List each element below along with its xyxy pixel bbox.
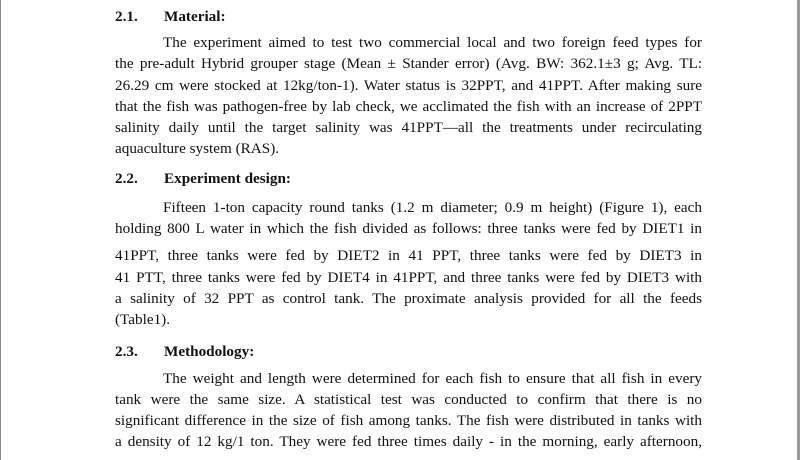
section-number: 2.1. [115, 8, 138, 25]
text-line: a density of 12 kg/1 ton. They were fed three times daily - in the morning, early afternoon, [115, 433, 702, 451]
section-heading-methodology [115, 341, 702, 362]
section-heading-material [115, 6, 702, 27]
document-page [115, 6, 702, 453]
section-number: 2.2. [115, 169, 138, 187]
section-number: 2.3. [115, 342, 138, 360]
section-heading-experiment-design [115, 168, 702, 189]
text-line: 41PPT, three tanks were fed by DIET2 in 41 PPT, three tanks were fed by DIET3 in [115, 247, 702, 265]
section-title: Material: [164, 8, 226, 25]
text-line: Fifteen 1-ton capacity round tanks (1.2 m diameter; 0.9 m height) (Figure 1), each [163, 198, 702, 216]
paragraph-material [115, 32, 702, 160]
text-line: (Table1). [115, 311, 171, 329]
text-line: 41 PTT, three tanks were fed by DIET4 in 41PPT, and three tanks were fed by DIET3 with [115, 268, 702, 286]
section-title: Experiment design: [164, 169, 291, 187]
page-left-border [0, 0, 1, 460]
text-line: salinity daily until the target salinity was 41PPT—all the treatments under recirculating [115, 119, 702, 137]
text-line: The weight and length were determined for each fish to ensure that all fish in every [163, 369, 702, 387]
text-line: holding 800 L water in which the fish divided as follows: three tanks were fed by DIET1 in [115, 220, 702, 238]
text-line: significant difference in the size of fish among tanks. The fish were distributed in tanks with [115, 412, 702, 430]
text-line: the pre-adult Hybrid grouper stage (Mean ± Stander error) (Avg. BW: 362.1±3 g; Avg. TL: [115, 55, 702, 73]
text-line: aquaculture system (RAS). [115, 140, 280, 158]
paragraph-methodology [115, 368, 702, 453]
text-line: tank were the same size. A statistical test was conducted to confirm that there is no [115, 390, 702, 408]
paragraph-experiment-design [115, 197, 702, 331]
text-line: a salinity of 32 PPT as control tank. The proximate analysis provided for all the feeds [115, 289, 702, 307]
section-title: Methodology: [164, 342, 255, 360]
text-line: The experiment aimed to test two commercial local and two foreign feed types for [163, 34, 702, 51]
text-line: that the fish was pathogen-free by lab check, we acclimated the fish with an increase of 2PPT [115, 97, 702, 115]
text-line: 26.29 cm were stocked at 12kg/ton-1). Water status is 32PPT, and 41PPT. After making sure [115, 76, 702, 94]
